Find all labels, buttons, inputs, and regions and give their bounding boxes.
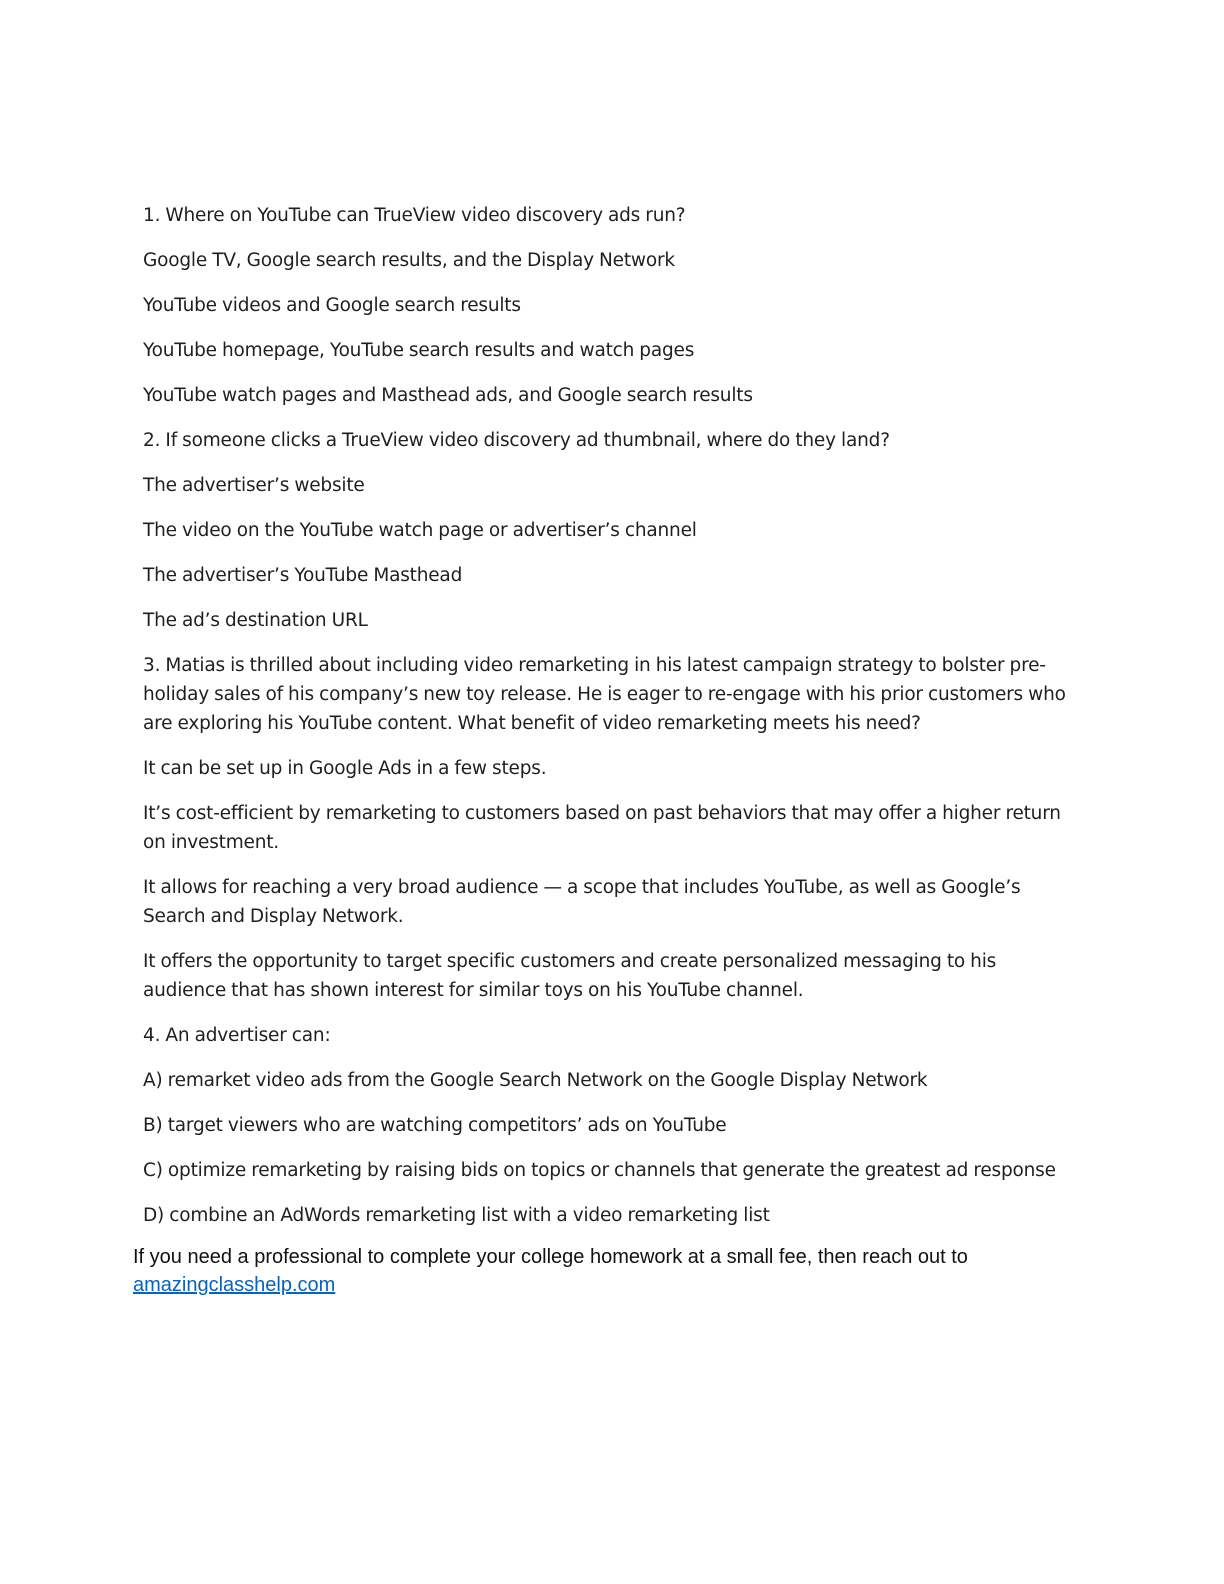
question-2-option-2: The video on the YouTube watch page or advertiser’s channel bbox=[143, 520, 697, 541]
question-1-option-2: YouTube videos and Google search results bbox=[143, 295, 521, 316]
question-2-option-3: The advertiser’s YouTube Masthead bbox=[143, 565, 463, 586]
question-2-prompt: 2. If someone clicks a TrueView video discovery ad thumbnail, where do they land? bbox=[143, 430, 890, 451]
question-4-option-c: C) optimize remarketing by raising bids on topics or channels that generate the greatest ad response bbox=[143, 1160, 1056, 1181]
question-4-option-b: B) target viewers who are watching competitors’ ads on YouTube bbox=[143, 1115, 727, 1136]
question-1-prompt: 1. Where on YouTube can TrueView video discovery ads run? bbox=[143, 205, 686, 226]
question-4-option-a: A) remarket video ads from the Google Search Network on the Google Display Network bbox=[143, 1070, 928, 1091]
question-3-option-1: It can be set up in Google Ads in a few steps. bbox=[143, 758, 547, 779]
question-2-option-1: The advertiser’s website bbox=[143, 475, 365, 496]
question-3-option-3: It allows for reaching a very broad audience — a scope that includes YouTube, as well as Google’s Search and Display Network. bbox=[143, 877, 1021, 927]
footer-promo bbox=[133, 1243, 1073, 1299]
question-3-option-4: It offers the opportunity to target specific customers and create personalized messaging to his audience that has shown interest for similar toys on his YouTube channel. bbox=[143, 951, 997, 1001]
question-3-prompt: 3. Matias is thrilled about including video remarketing in his latest campaign strategy to bolster pre-holiday sales of his company’s new toy release. He is eager to re-engage with his prior customers who are exploring his YouTube content. What benefit of video remarketing meets his need? bbox=[143, 655, 1066, 734]
quiz-content bbox=[143, 201, 1073, 1246]
footer-text: If you need a professional to complete your college homework at a small fee, then reach out to bbox=[133, 1246, 968, 1268]
footer-link[interactable]: amazingclasshelp.com bbox=[133, 1274, 336, 1296]
question-1-option-1: Google TV, Google search results, and the Display Network bbox=[143, 250, 675, 271]
question-2-option-4: The ad’s destination URL bbox=[143, 610, 368, 631]
question-4-prompt: 4. An advertiser can: bbox=[143, 1025, 331, 1046]
question-3-option-2: It’s cost-efficient by remarketing to customers based on past behaviors that may offer a higher return on investment. bbox=[143, 803, 1061, 853]
question-1-option-4: YouTube watch pages and Masthead ads, and Google search results bbox=[143, 385, 753, 406]
question-4-option-d: D) combine an AdWords remarketing list with a video remarketing list bbox=[143, 1205, 770, 1226]
question-1-option-3: YouTube homepage, YouTube search results and watch pages bbox=[143, 340, 695, 361]
